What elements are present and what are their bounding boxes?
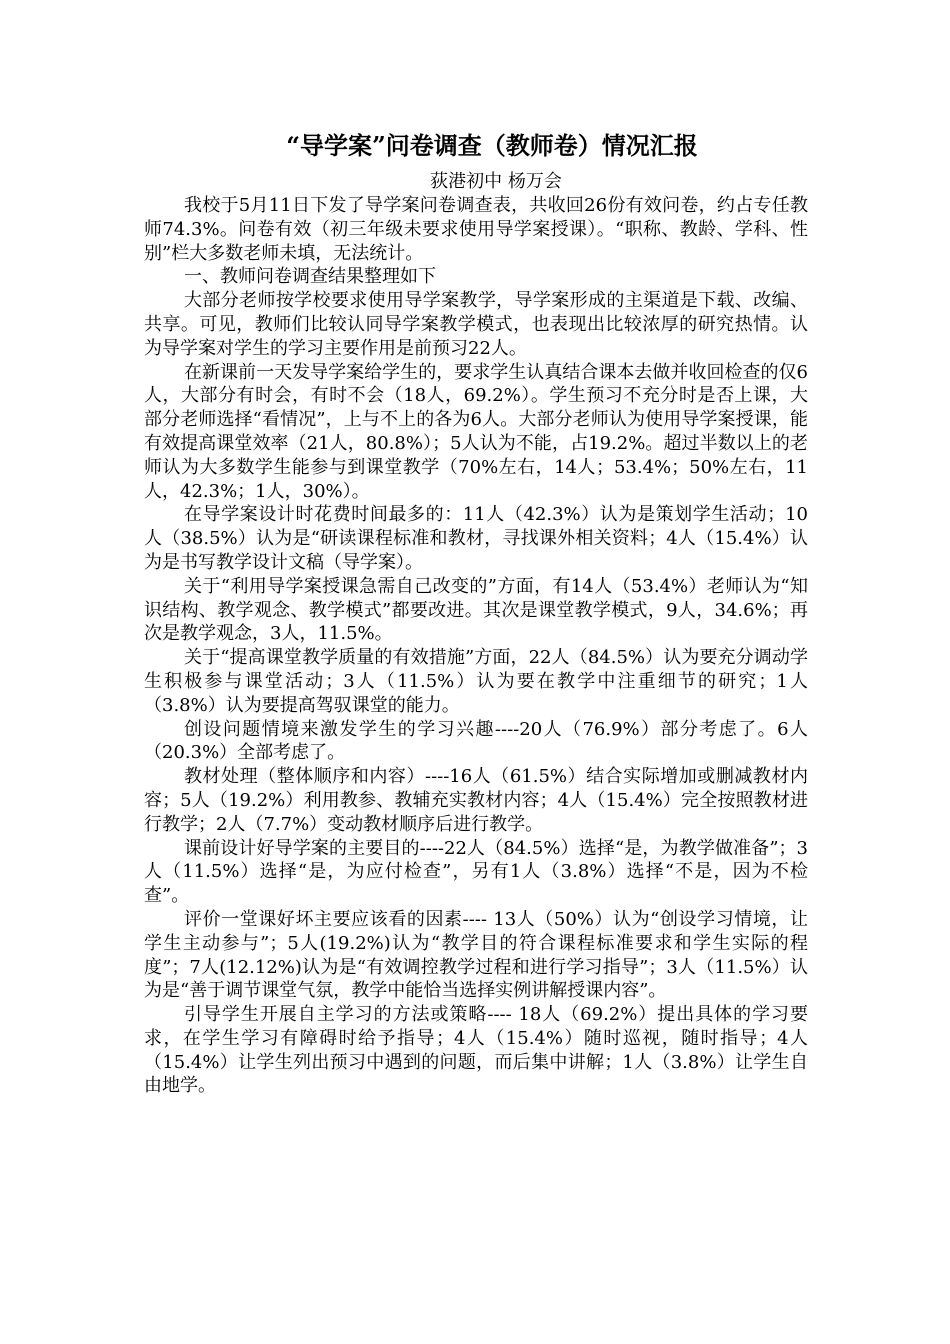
paragraph-intro: 我校于5月11日下发了导学案问卷调查表，共收回26份有效问卷，约占专任教师74.3%。问卷有效（初三年级未要求使用导学案授课）。“职称、教龄、学科、性别”栏大多数老师未填，无法统计。 xyxy=(144,195,808,264)
section-heading: 一、教师问卷调查结果整理如下 xyxy=(184,266,436,288)
paragraph-purpose: 课前设计好导学案的主要目的----22人（84.5%）选择“是，为教学做准备”；3人（11.5%）选择“是，为应付检查”，另有1人（3.8%）选择“不是，因为不检查”。 xyxy=(144,837,808,907)
paragraph-design-time: 在导学案设计时花费时间最多的：11人（42.3%）认为是策划学生活动；10人（38.5%）认为是“研读课程标准和教材，寻找课外相关资料；4人（15.4%）认为是书写教学设计文稿（导学案）。 xyxy=(144,504,808,573)
paragraph-preview: 在新课前一天发导学案给学生的，要求学生认真结合课本去做并收回检查的仅6人，大部分有时会，有时不会（18人，69.2%）。学生预习不充分时是否上课，大部分老师选择“看情况”，上与不上的各为6人。大部分老师认为使用导学案授课，能有效提高课堂效率（21人，80.8%）；5人认为不能，占19.2%。超过半数以上的老师认为大多数学生能参与到课堂教学（70%左右，14人；53.4%；50%左右，11人，42.3%；1人，30%）。 xyxy=(144,361,808,502)
paragraph-self-study: 引导学生开展自主学习的方法或策略---- 18人（69.2%）提出具体的学习要求，在学生学习有障碍时给予指导；4人（15.4%）随时巡视，随时指导；4人（15.4%）让学生列出预习中遇到的问题，而后集中讲解；1人（3.8%）让学生自由地学。 xyxy=(144,1004,808,1097)
paragraph-change: 关于“利用导学案授课急需自己改变的”方面，有14人（53.4%）老师认为“知识结构、教学观念、教学模式”都要改进。其次是课堂教学模式，9人，34.6%；再次是教学观念，3人，11.5%。 xyxy=(144,575,808,645)
paragraph-usage: 大部分老师按学校要求使用导学案教学，导学案形成的主渠道是下载、改编、共享。可见，教师们比较认同导学案教学模式，也表现出比较浓厚的研究热情。认为导学案对学生的学习主要作用是前预习22人。 xyxy=(144,290,808,359)
document-page xyxy=(144,128,808,1098)
document-author: 荻港初中 杨万会 xyxy=(430,171,562,192)
paragraph-evaluation: 评价一堂课好坏主要应该看的因素---- 13人（50%）认为“创设学习情境，让学生主动参与”；5人(19.2%)认为“教学目的符合课程标准要求和学生实际的程度”；7人(12.12%)认为是“有效调控教学过程和进行学习指导”；3人（11.5%）认为是“善于调节课堂气氛，教学中能恰当选择实例讲解授课内容”。 xyxy=(144,908,808,1002)
paragraph-quality: 关于“提高课堂教学质量的有效措施”方面，22人（84.5%）认为要充分调动学生积极参与课堂活动；3人（11.5%）认为要在教学中注重细节的研究；1人（3.8%）认为要提高驾驭课堂的能力。 xyxy=(144,647,808,716)
paragraph-interest: 创设问题情境来激发学生的学习兴趣----20人（76.9%）部分考虑了。6人（20.3%）全部考虑了。 xyxy=(144,718,808,764)
paragraph-textbook: 教材处理（整体顺序和内容）----16人（61.5%）结合实际增加或删减教材内容；5人（19.2%）利用教参、教辅充实教材内容；4人（15.4%）完全按照教材进行教学；2人（7.7%）变动教材顺序后进行教学。 xyxy=(144,766,808,835)
document-title: “导学案”问卷调查（教师卷）情况汇报 xyxy=(286,131,698,160)
